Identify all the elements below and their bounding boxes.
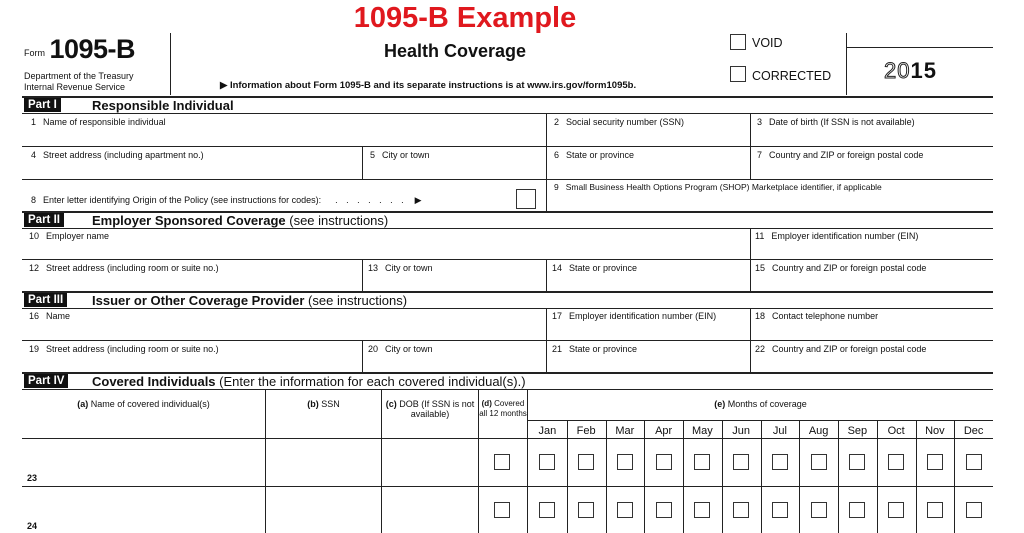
dept-line-1: Department of the Treasury xyxy=(24,71,134,81)
col-a-header: (a) Name of covered individual(s) xyxy=(77,399,210,409)
field-17-label: 17 Employer identification number (EIN) xyxy=(552,311,717,321)
row-24-apr-checkbox[interactable] xyxy=(656,502,672,518)
dept-line-2: Internal Revenue Service xyxy=(24,82,126,92)
month-divider xyxy=(916,420,917,533)
field-2-label: 2 Social security number (SSN) xyxy=(554,117,685,127)
part4-badge: Part IV xyxy=(24,374,68,388)
col-e-header: (e) Months of coverage xyxy=(714,399,807,409)
field-13-label: 13 City or town xyxy=(368,263,433,273)
form-number-block xyxy=(24,34,135,65)
month-header-jul: Jul xyxy=(772,425,787,437)
row-23-feb-checkbox[interactable] xyxy=(578,454,594,470)
banner-title: 1095-B Example xyxy=(353,2,577,34)
row-number-24: 24 xyxy=(27,521,38,531)
tax-year xyxy=(884,58,937,84)
part2-badge: Part II xyxy=(24,213,64,227)
row-23-may-checkbox[interactable] xyxy=(694,454,710,470)
field-19-label: 19 Street address (including room or suite no.) xyxy=(29,344,219,354)
void-checkbox[interactable] xyxy=(730,34,746,50)
field-22-label: 22 Country and ZIP or foreign postal code xyxy=(755,344,927,354)
month-divider xyxy=(722,420,723,533)
field-8-origin-box[interactable] xyxy=(516,189,536,209)
row-23-all-12-months-checkbox[interactable] xyxy=(494,454,510,470)
month-header-may: May xyxy=(691,425,713,437)
year-suffix: 15 xyxy=(910,58,937,83)
field-6-label: 6 State or province xyxy=(554,150,635,160)
field-21-label: 21 State or province xyxy=(552,344,638,354)
row-23-nov-checkbox[interactable] xyxy=(927,454,943,470)
field-1-label: 1 Name of responsible individual xyxy=(31,117,166,127)
field-14-label: 14 State or province xyxy=(552,263,638,273)
month-divider xyxy=(761,420,762,533)
row-23-oct-checkbox[interactable] xyxy=(888,454,904,470)
field-11-label: 11 Employer identification number (EIN) xyxy=(755,231,919,241)
field-4-label: 4 Street address (including apartment no.) xyxy=(31,150,204,160)
month-header-jun: Jun xyxy=(732,425,750,437)
info-line-text: Information about Form 1095-B and its separate instructions is at www.irs.gov/form1095b. xyxy=(229,80,637,91)
month-divider xyxy=(606,420,607,533)
field-8-dots: . . . . . . . xyxy=(335,195,407,205)
row-23-jan-checkbox[interactable] xyxy=(539,454,555,470)
row-23-sep-checkbox[interactable] xyxy=(849,454,865,470)
row-24-all-12-months-checkbox[interactable] xyxy=(494,502,510,518)
row-23-jul-checkbox[interactable] xyxy=(772,454,788,470)
month-header-mar: Mar xyxy=(615,425,635,437)
field-15-label: 15 Country and ZIP or foreign postal code xyxy=(755,263,927,273)
corrected-label: CORRECTED xyxy=(752,69,832,83)
part1-title: Responsible Individual xyxy=(92,98,234,113)
month-header-nov: Nov xyxy=(925,425,945,437)
field-7-label: 7 Country and ZIP or foreign postal code xyxy=(757,150,924,160)
month-divider xyxy=(799,420,800,533)
month-header-oct: Oct xyxy=(887,425,905,437)
part3-title: Issuer or Other Coverage Provider (see instructions) xyxy=(92,293,408,308)
month-header-jan: Jan xyxy=(538,425,557,437)
row-24-feb-checkbox[interactable] xyxy=(578,502,594,518)
field-16-label: 16 Name xyxy=(29,311,71,321)
col-d-header: (d) Covered all 12 months xyxy=(479,399,527,418)
row-24-sep-checkbox[interactable] xyxy=(849,502,865,518)
month-divider xyxy=(954,420,955,533)
field-10-label: 10 Employer name xyxy=(29,231,110,241)
info-line xyxy=(220,80,636,91)
month-divider xyxy=(877,420,878,533)
field-20-label: 20 City or town xyxy=(368,344,433,354)
part4-title: Covered Individuals (Enter the information for each covered individual(s).) xyxy=(92,374,526,389)
triangle-icon: ▶ xyxy=(220,80,228,91)
row-24-jan-checkbox[interactable] xyxy=(539,502,555,518)
month-divider xyxy=(838,420,839,533)
field-9-label: 9 Small Business Health Options Program (SHOP) Marketplace identifier, if applicable xyxy=(554,182,882,192)
row-24-aug-checkbox[interactable] xyxy=(811,502,827,518)
month-header-aug: Aug xyxy=(808,425,829,437)
row-24-oct-checkbox[interactable] xyxy=(888,502,904,518)
row-23-aug-checkbox[interactable] xyxy=(811,454,827,470)
field-8-label: 8 Enter letter identifying Origin of the Policy (see instructions for codes): . . . . . . . ▶ xyxy=(31,195,422,205)
row-24-may-checkbox[interactable] xyxy=(694,502,710,518)
row-23-dec-checkbox[interactable] xyxy=(966,454,982,470)
month-divider xyxy=(567,420,568,533)
month-header-dec: Dec xyxy=(963,425,984,437)
corrected-checkbox[interactable] xyxy=(730,66,746,82)
row-24-mar-checkbox[interactable] xyxy=(617,502,633,518)
form-number: 1095-B xyxy=(49,34,136,64)
month-header-feb: Feb xyxy=(576,425,596,437)
field-12-label: 12 Street address (including room or suite no.) xyxy=(29,263,219,273)
col-b-header: (b) SSN xyxy=(307,399,340,409)
row-23-apr-checkbox[interactable] xyxy=(656,454,672,470)
field-3-label: 3 Date of birth (If SSN is not available) xyxy=(757,117,915,127)
month-divider xyxy=(644,420,645,533)
month-header-sep: Sep xyxy=(847,425,868,437)
field-5-label: 5 City or town xyxy=(370,150,430,160)
row-23-jun-checkbox[interactable] xyxy=(733,454,749,470)
row-23-mar-checkbox[interactable] xyxy=(617,454,633,470)
void-label: VOID xyxy=(752,36,783,50)
part2-title: Employer Sponsored Coverage (see instructions) xyxy=(92,213,389,228)
form-subtitle: Health Coverage xyxy=(383,41,527,61)
row-24-jul-checkbox[interactable] xyxy=(772,502,788,518)
field-18-label: 18 Contact telephone number xyxy=(755,311,879,321)
arrow-right-icon: ▶ xyxy=(414,195,422,205)
month-divider xyxy=(683,420,684,533)
month-header-apr: Apr xyxy=(655,425,673,437)
row-number-23: 23 xyxy=(27,473,38,483)
year-prefix: 20 xyxy=(884,58,911,83)
row-24-dec-checkbox[interactable] xyxy=(966,502,982,518)
form-prefix: Form xyxy=(24,48,45,58)
row-24-nov-checkbox[interactable] xyxy=(927,502,943,518)
part1-badge: Part I xyxy=(24,98,61,112)
part3-badge: Part III xyxy=(24,293,67,307)
row-24-jun-checkbox[interactable] xyxy=(733,502,749,518)
col-c-header: (c) DOB (If SSN is not available) xyxy=(385,399,475,419)
